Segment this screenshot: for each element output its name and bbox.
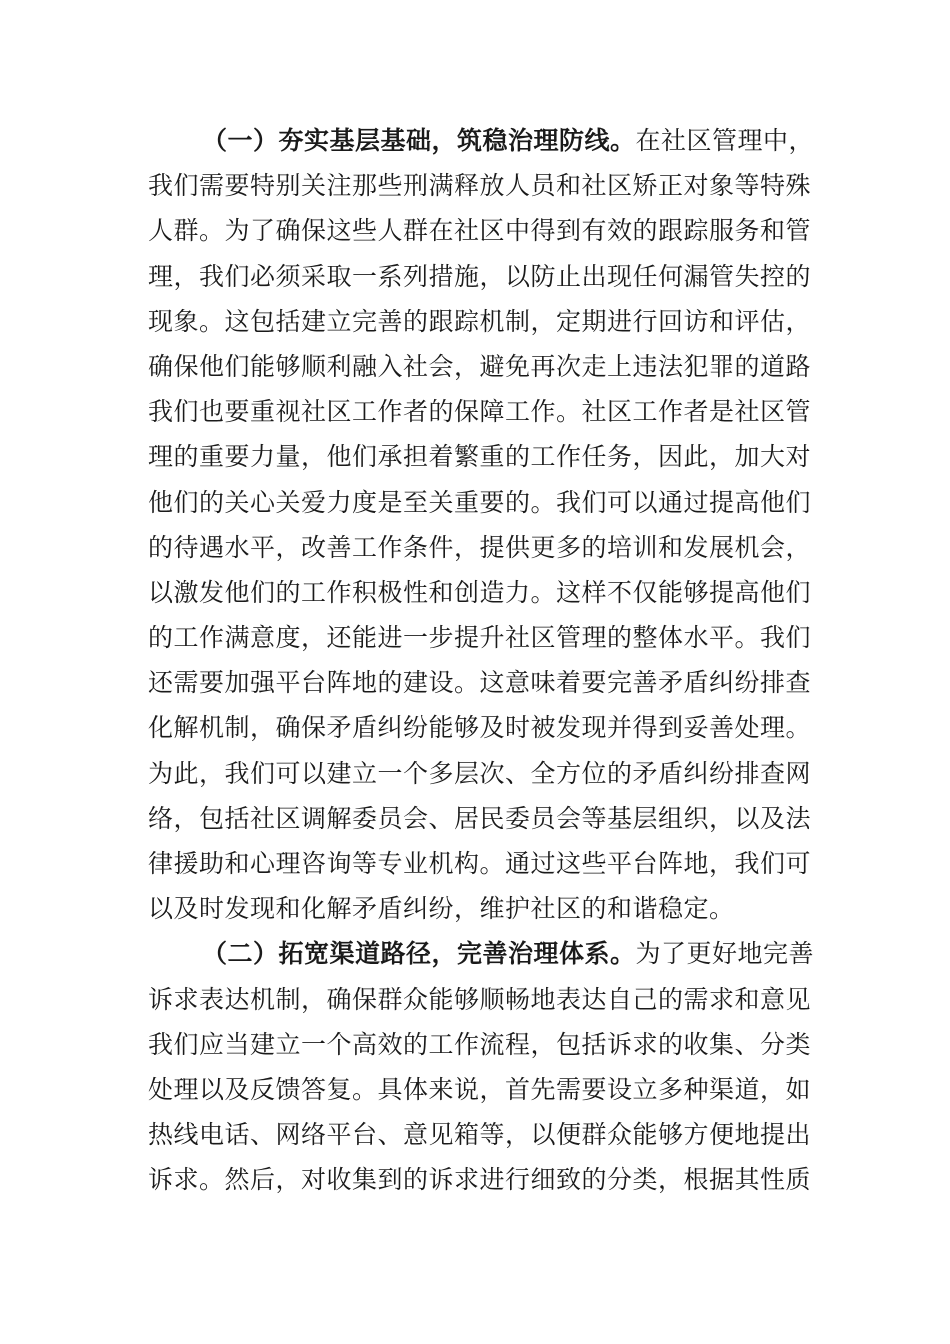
paragraph-1-heading: （一）夯实基层基础，筑稳治理防线。 <box>202 126 636 155</box>
text-line: 律援助和心理咨询等专业机构。通过这些平台阵地，我们可 <box>148 849 812 878</box>
text-line: 络，包括社区调解委员会、居民委员会等基层组织，以及法 <box>148 803 812 833</box>
text-line: 他们的关心关爱力度是至关重要的。我们可以通过提高他们 <box>148 487 812 517</box>
text-line: 以及时发现和化解矛盾纠纷，维护社区的和谐稳定。 <box>148 894 735 924</box>
text-line: 理的重要力量，他们承担着繁重的工作任务，因此，加大对 <box>148 442 812 472</box>
text-line: 人群。为了确保这些人群在社区中得到有效的跟踪服务和管 <box>148 216 812 246</box>
text-line: 化解机制，确保矛盾纠纷能够及时被发现并得到妥善处理。 <box>148 713 812 743</box>
text-line: 确保他们能够顺利融入社会，避免再次走上违法犯罪的道路 <box>148 351 812 381</box>
text-line: 我们应当建立一个高效的工作流程，包括诉求的收集、分类 <box>148 1029 812 1059</box>
text-line: 理，我们必须采取一系列措施，以防止出现任何漏管失控的 <box>148 261 812 291</box>
body-text <box>148 118 815 1203</box>
text-line: 处理以及反馈答复。具体来说，首先需要设立多种渠道，如 <box>148 1074 812 1104</box>
paragraph-2-heading: （二）拓宽渠道路径，完善治理体系。 <box>202 939 636 969</box>
paragraph-1-first-line-text: 在社区管理中， <box>635 126 815 155</box>
text-line: 热线电话、网络平台、意见箱等，以便群众能够方便地提出 <box>148 1120 812 1150</box>
paragraph-2-first-line-text: 为了更好地完善 <box>635 939 815 969</box>
text-line: 我们也要重视社区工作者的保障工作。社区工作者是社区管 <box>148 397 812 427</box>
text-line: 为此，我们可以建立一个多层次、全方位的矛盾纠纷排查网 <box>148 758 812 788</box>
text-line: 还需要加强平台阵地的建设。这意味着要完善矛盾纠纷排查 <box>148 668 812 698</box>
text-line: 现象。这包括建立完善的跟踪机制，定期进行回访和评估， <box>148 306 812 336</box>
text-line: 的工作满意度，还能进一步提升社区管理的整体水平。我们 <box>148 623 812 653</box>
paragraph-2-line-1 <box>148 931 815 976</box>
text-line: 诉求表达机制，确保群众能够顺畅地表达自己的需求和意见 <box>148 984 812 1014</box>
text-line: 的待遇水平，改善工作条件，提供更多的培训和发展机会， <box>148 532 812 562</box>
paragraph-1-line-1 <box>148 118 815 163</box>
text-line: 诉求。然后，对收集到的诉求进行细致的分类，根据其性质 <box>148 1165 812 1195</box>
text-line: 我们需要特别关注那些刑满释放人员和社区矫正对象等特殊 <box>148 171 812 201</box>
text-line: 以激发他们的工作积极性和创造力。这样不仅能够提高他们 <box>148 577 812 607</box>
